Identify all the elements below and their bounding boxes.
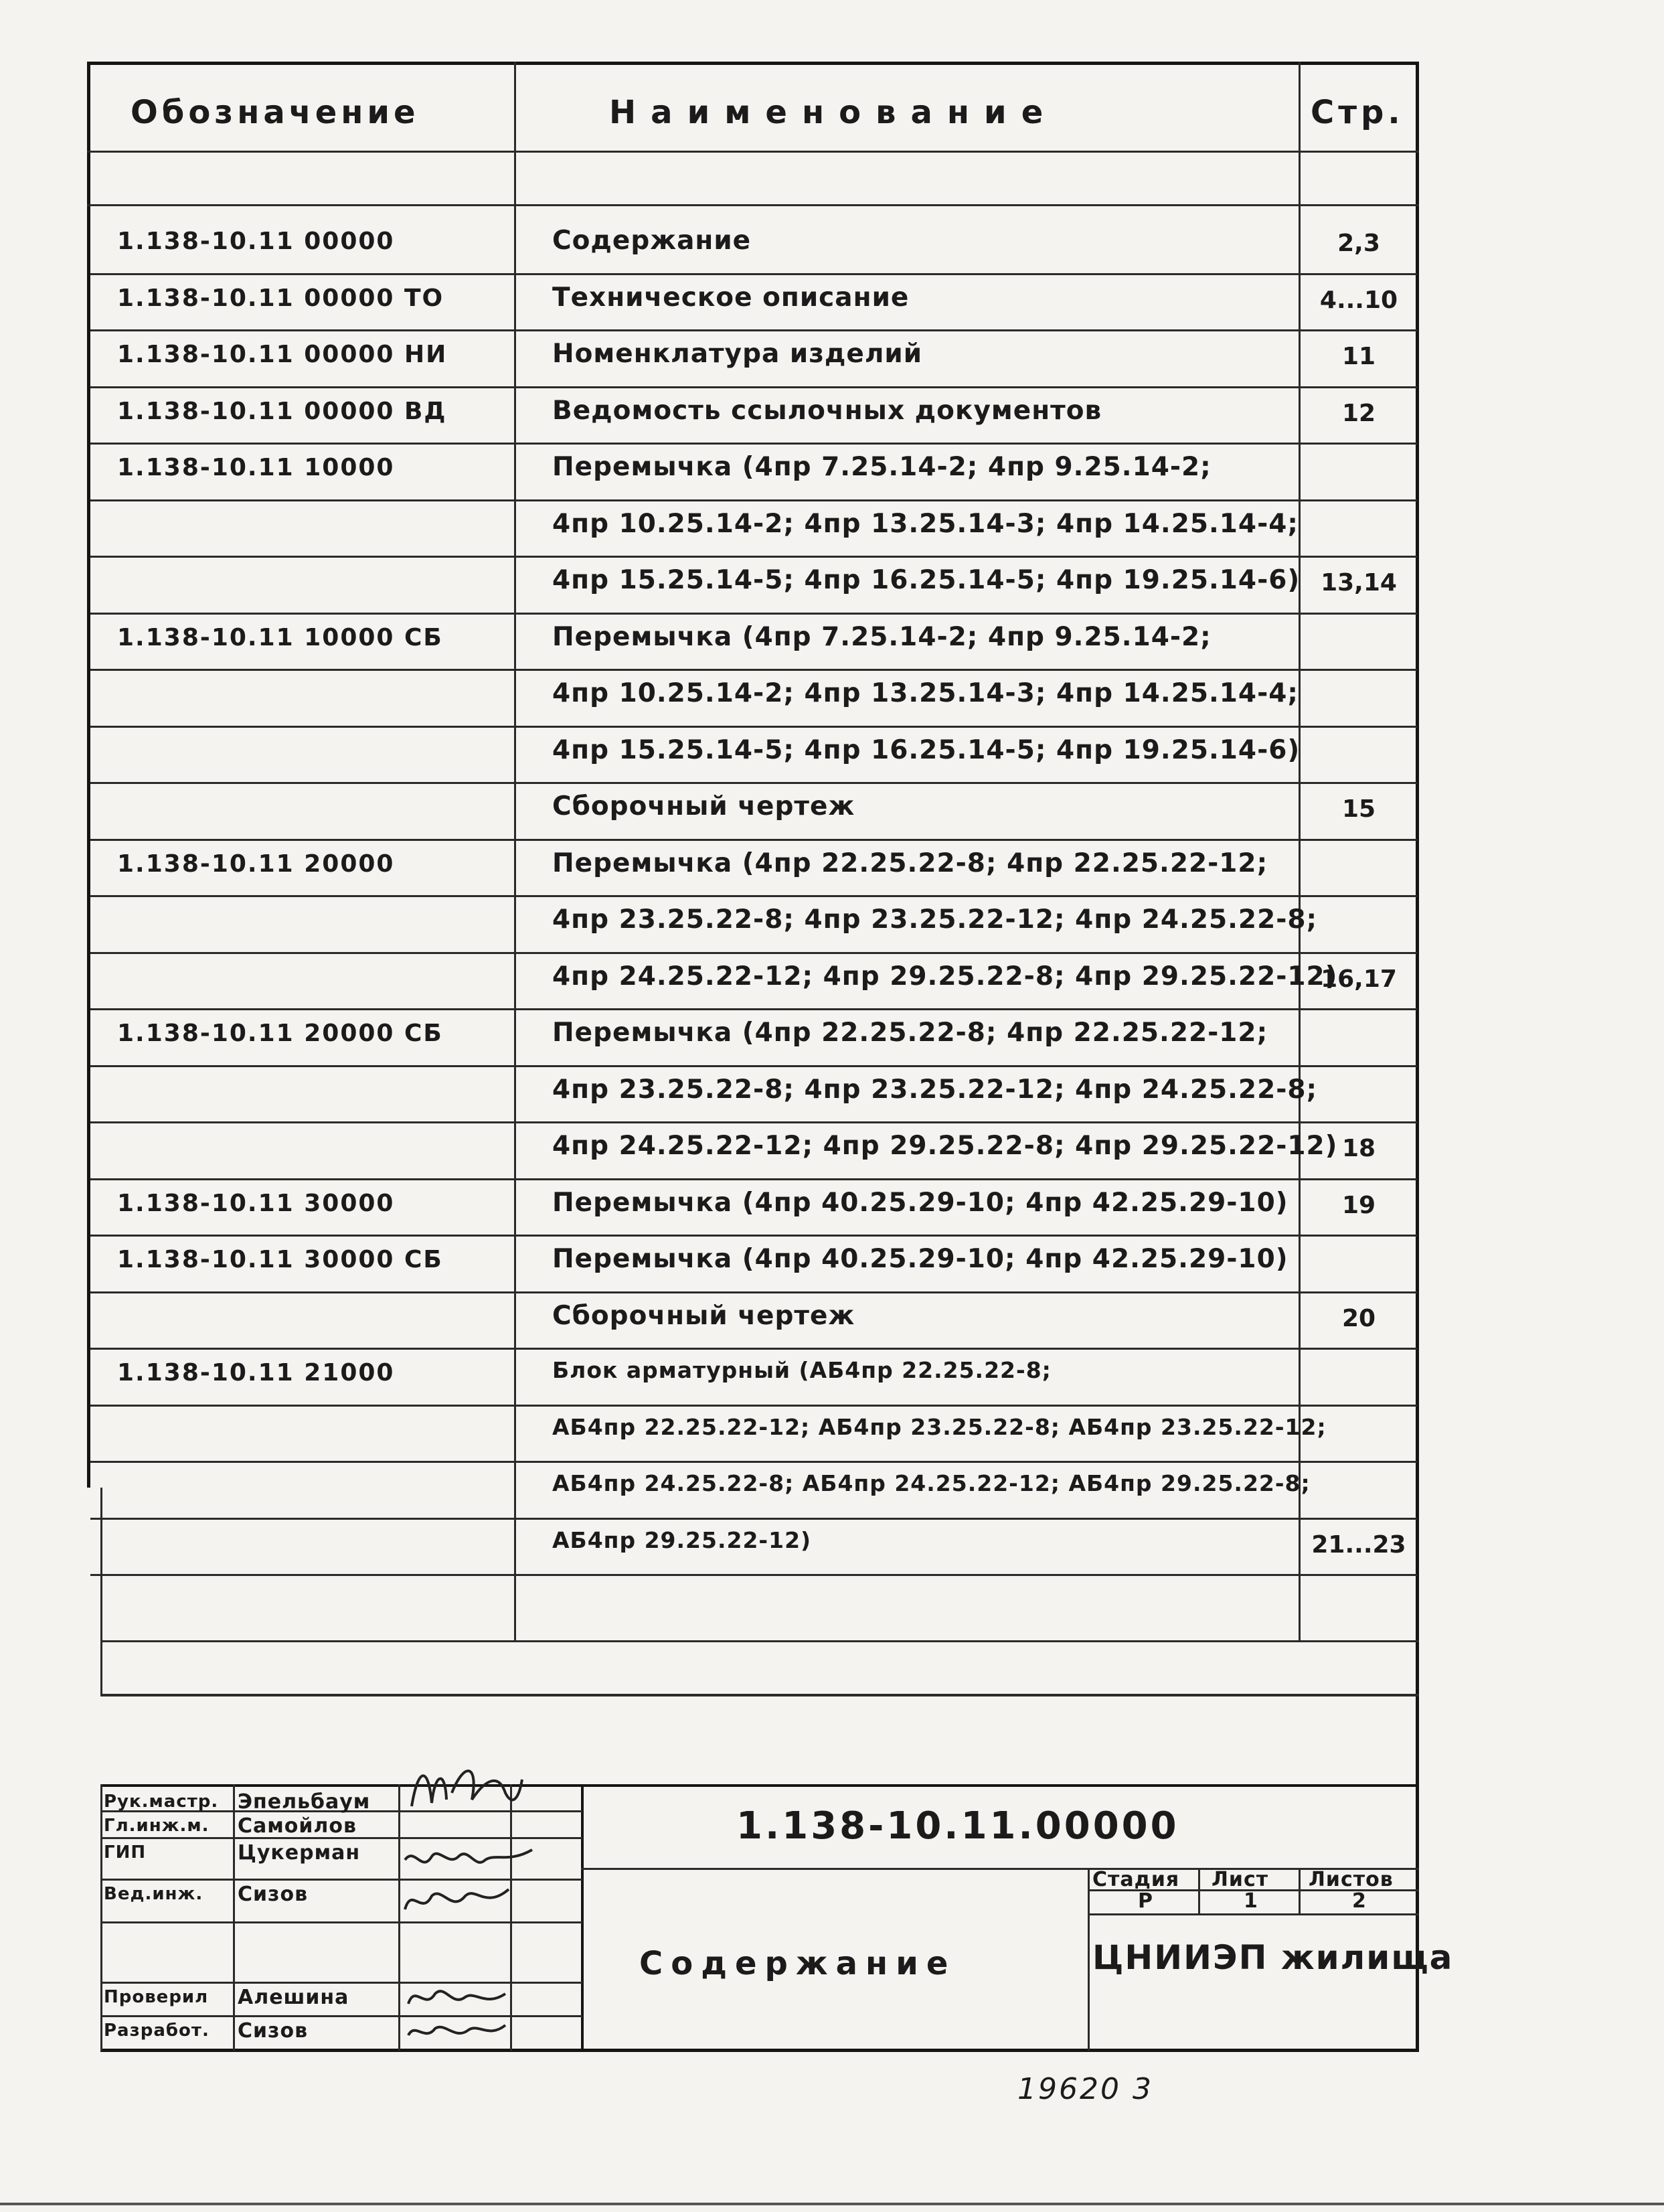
row-page: 2,3: [1337, 230, 1380, 257]
row-designation: 1.138-10.11 20000 СБ: [117, 1020, 443, 1047]
tb-role: Вед.инж.: [104, 1884, 203, 1904]
row-name: 4пр 10.25.14-2; 4пр 13.25.14-3; 4пр 14.25.14-4;: [552, 678, 1299, 708]
row-name: 4пр 23.25.22-8; 4пр 23.25.22-12; 4пр 24.25.22-8;: [552, 904, 1318, 935]
row-name: 4пр 24.25.22-12; 4пр 29.25.22-8; 4пр 29.25.22-12): [552, 1131, 1338, 1161]
row-designation: 1.138-10.11 00000 ТО: [117, 284, 444, 312]
sheets-label: Листов: [1309, 1868, 1394, 1891]
row-line: [90, 1574, 1417, 1576]
row-name: АБ4пр 24.25.22-8; АБ4пр 24.25.22-12; АБ4пр 29.25.22-8;: [552, 1470, 1311, 1496]
row-line: [90, 1121, 1417, 1123]
row-page: 12: [1341, 399, 1376, 427]
tb-surname: Эпельбаум: [238, 1790, 371, 1814]
tb-col-surname: [398, 1784, 400, 2051]
row-line: [90, 1235, 1417, 1237]
row-line: [90, 669, 1417, 671]
tb-left: [100, 1784, 102, 2051]
row-name: 4пр 23.25.22-8; 4пр 23.25.22-12; 4пр 24.25.22-8;: [552, 1074, 1318, 1105]
tb-doc-number-line: [581, 1868, 1419, 1870]
tb-row-line: [100, 1921, 582, 1923]
row-designation: 1.138-10.11 00000 НИ: [117, 341, 448, 368]
row-name: Ведомость ссылочных документов: [552, 395, 1102, 426]
row-name: Перемычка (4пр 7.25.14-2; 4пр 9.25.14-2;: [552, 452, 1212, 482]
tb-role: Рук.мастр.: [104, 1792, 219, 1812]
row-page: 15: [1341, 795, 1376, 823]
stage-value: Р: [1138, 1889, 1153, 1913]
tb-role: Разработ.: [104, 2021, 210, 2041]
row-designation: 1.138-10.11 20000: [117, 850, 395, 878]
row-line: [90, 1291, 1417, 1293]
row-page: 13,14: [1321, 569, 1397, 597]
row-line: [90, 952, 1417, 954]
organization-name: ЦНИИЭП жилища: [1092, 1938, 1454, 1977]
row-line: [90, 1178, 1417, 1180]
row-name: Номенклатура изделий: [552, 339, 923, 369]
sheet-label: Лист: [1212, 1868, 1269, 1891]
row-line: [90, 329, 1417, 331]
tb-org-line: [1088, 1913, 1419, 1915]
row-name: Сборочный чертеж: [552, 791, 855, 821]
tb-surname: Цукерман: [238, 1841, 361, 1865]
row-designation: 1.138-10.11 00000: [117, 228, 395, 255]
row-name: Перемычка (4пр 40.25.29-10; 4пр 42.25.29-10): [552, 1187, 1288, 1218]
row-line: [90, 1518, 1417, 1520]
row-line: [90, 1405, 1417, 1407]
table-left-border: [87, 62, 90, 1488]
row-line: [90, 726, 1417, 728]
document-title: Содержание: [639, 1945, 956, 1982]
row-line: [90, 1065, 1417, 1067]
row-page: 16,17: [1321, 965, 1397, 993]
row-page: 19: [1341, 1191, 1376, 1219]
blank-row-line: [87, 204, 1419, 206]
row-line: [90, 1348, 1417, 1350]
row-name: АБ4пр 22.25.22-12; АБ4пр 23.25.22-8; АБ4пр 23.25.22-12;: [552, 1413, 1327, 1440]
tb-col-main: [581, 1784, 584, 2051]
footer-note: 19620 3: [1017, 2072, 1153, 2106]
row-page: 21...23: [1311, 1530, 1406, 1559]
row-name: Содержание: [552, 226, 752, 256]
row-name: 4пр 10.25.14-2; 4пр 13.25.14-3; 4пр 14.25.14-4;: [552, 508, 1299, 539]
row-name: Техническое описание: [552, 282, 910, 313]
tb-surname: Алешина: [238, 1986, 349, 2009]
row-line: [90, 386, 1417, 388]
sheet-value: 1: [1244, 1889, 1258, 1913]
row-name: 4пр 15.25.14-5; 4пр 16.25.14-5; 4пр 19.25.14-6): [552, 565, 1301, 595]
tb-col-role: [233, 1784, 235, 2051]
row-name: Перемычка (4пр 22.25.22-8; 4пр 22.25.22-12;: [552, 1018, 1268, 1048]
row-designation: 1.138-10.11 30000: [117, 1189, 395, 1217]
row-name: 4пр 24.25.22-12; 4пр 29.25.22-8; 4пр 29.25.22-12): [552, 961, 1338, 992]
row-name: 4пр 15.25.14-5; 4пр 16.25.14-5; 4пр 19.25.14-6): [552, 734, 1301, 765]
title-block-top: [100, 1784, 1419, 1787]
row-name: Перемычка (4пр 7.25.14-2; 4пр 9.25.14-2;: [552, 621, 1212, 652]
row-line: [90, 499, 1417, 501]
table-top-border: [87, 62, 1419, 65]
row-designation: 1.138-10.11 10000: [117, 454, 395, 481]
tb-role: Проверил: [104, 1987, 209, 2007]
column-header-page: Стр.: [1311, 94, 1404, 131]
table-end-line: [100, 1694, 1419, 1696]
row-name: Сборочный чертеж: [552, 1300, 855, 1331]
row-line: [90, 556, 1417, 558]
row-line: [90, 1008, 1417, 1010]
signature-epelbaum: [405, 1753, 525, 1820]
row-page: 11: [1341, 343, 1376, 370]
signature-tsukerman: [402, 1840, 535, 1880]
row-page: 20: [1341, 1304, 1376, 1332]
table-bottom-line: [100, 1640, 1419, 1642]
row-line: [90, 443, 1417, 445]
row-name: Блок арматурный (АБ4пр 22.25.22-8;: [552, 1357, 1052, 1383]
title-block-bottom: [100, 2049, 1419, 2052]
row-designation: 1.138-10.11 21000: [117, 1359, 395, 1387]
row-line: [90, 782, 1417, 784]
tb-surname: Самойлов: [238, 1814, 357, 1838]
column-header-designation: Обозначение: [131, 94, 420, 131]
signature-sizov-1: [402, 1883, 515, 1919]
row-page: 4...10: [1319, 286, 1398, 314]
page-edge-line: [0, 2203, 1664, 2205]
row-name: АБ4пр 29.25.22-12): [552, 1526, 812, 1553]
column-header-name: Наименование: [609, 94, 1058, 131]
tb-role: ГИП: [104, 1842, 147, 1863]
tb-surname: Сизов: [238, 2019, 309, 2043]
stage-label: Стадия: [1092, 1868, 1180, 1891]
row-designation: 1.138-10.11 30000 СБ: [117, 1246, 443, 1273]
tb-surname: Сизов: [238, 1883, 309, 1906]
row-line: [90, 613, 1417, 615]
row-designation: 1.138-10.11 00000 ВД: [117, 397, 447, 425]
tb-col-stage: [1088, 1868, 1090, 2051]
row-line: [90, 273, 1417, 275]
row-line: [90, 839, 1417, 841]
signature-aleshina: [405, 1980, 512, 2017]
row-name: Перемычка (4пр 40.25.29-10; 4пр 42.25.29-10): [552, 1244, 1288, 1274]
tb-role: Гл.инж.м.: [104, 1816, 210, 1836]
row-name: Перемычка (4пр 22.25.22-8; 4пр 22.25.22-12;: [552, 848, 1268, 878]
document-number: 1.138-10.11.00000: [736, 1804, 1179, 1848]
header-underline: [87, 151, 1419, 153]
signature-sizov-2: [405, 2015, 512, 2049]
row-designation: 1.138-10.11 10000 СБ: [117, 623, 443, 651]
row-line: [90, 895, 1417, 897]
row-page: 18: [1341, 1135, 1376, 1162]
row-line: [90, 1461, 1417, 1463]
sheets-value: 2: [1352, 1889, 1367, 1913]
table-left-continuation: [100, 1488, 102, 1695]
